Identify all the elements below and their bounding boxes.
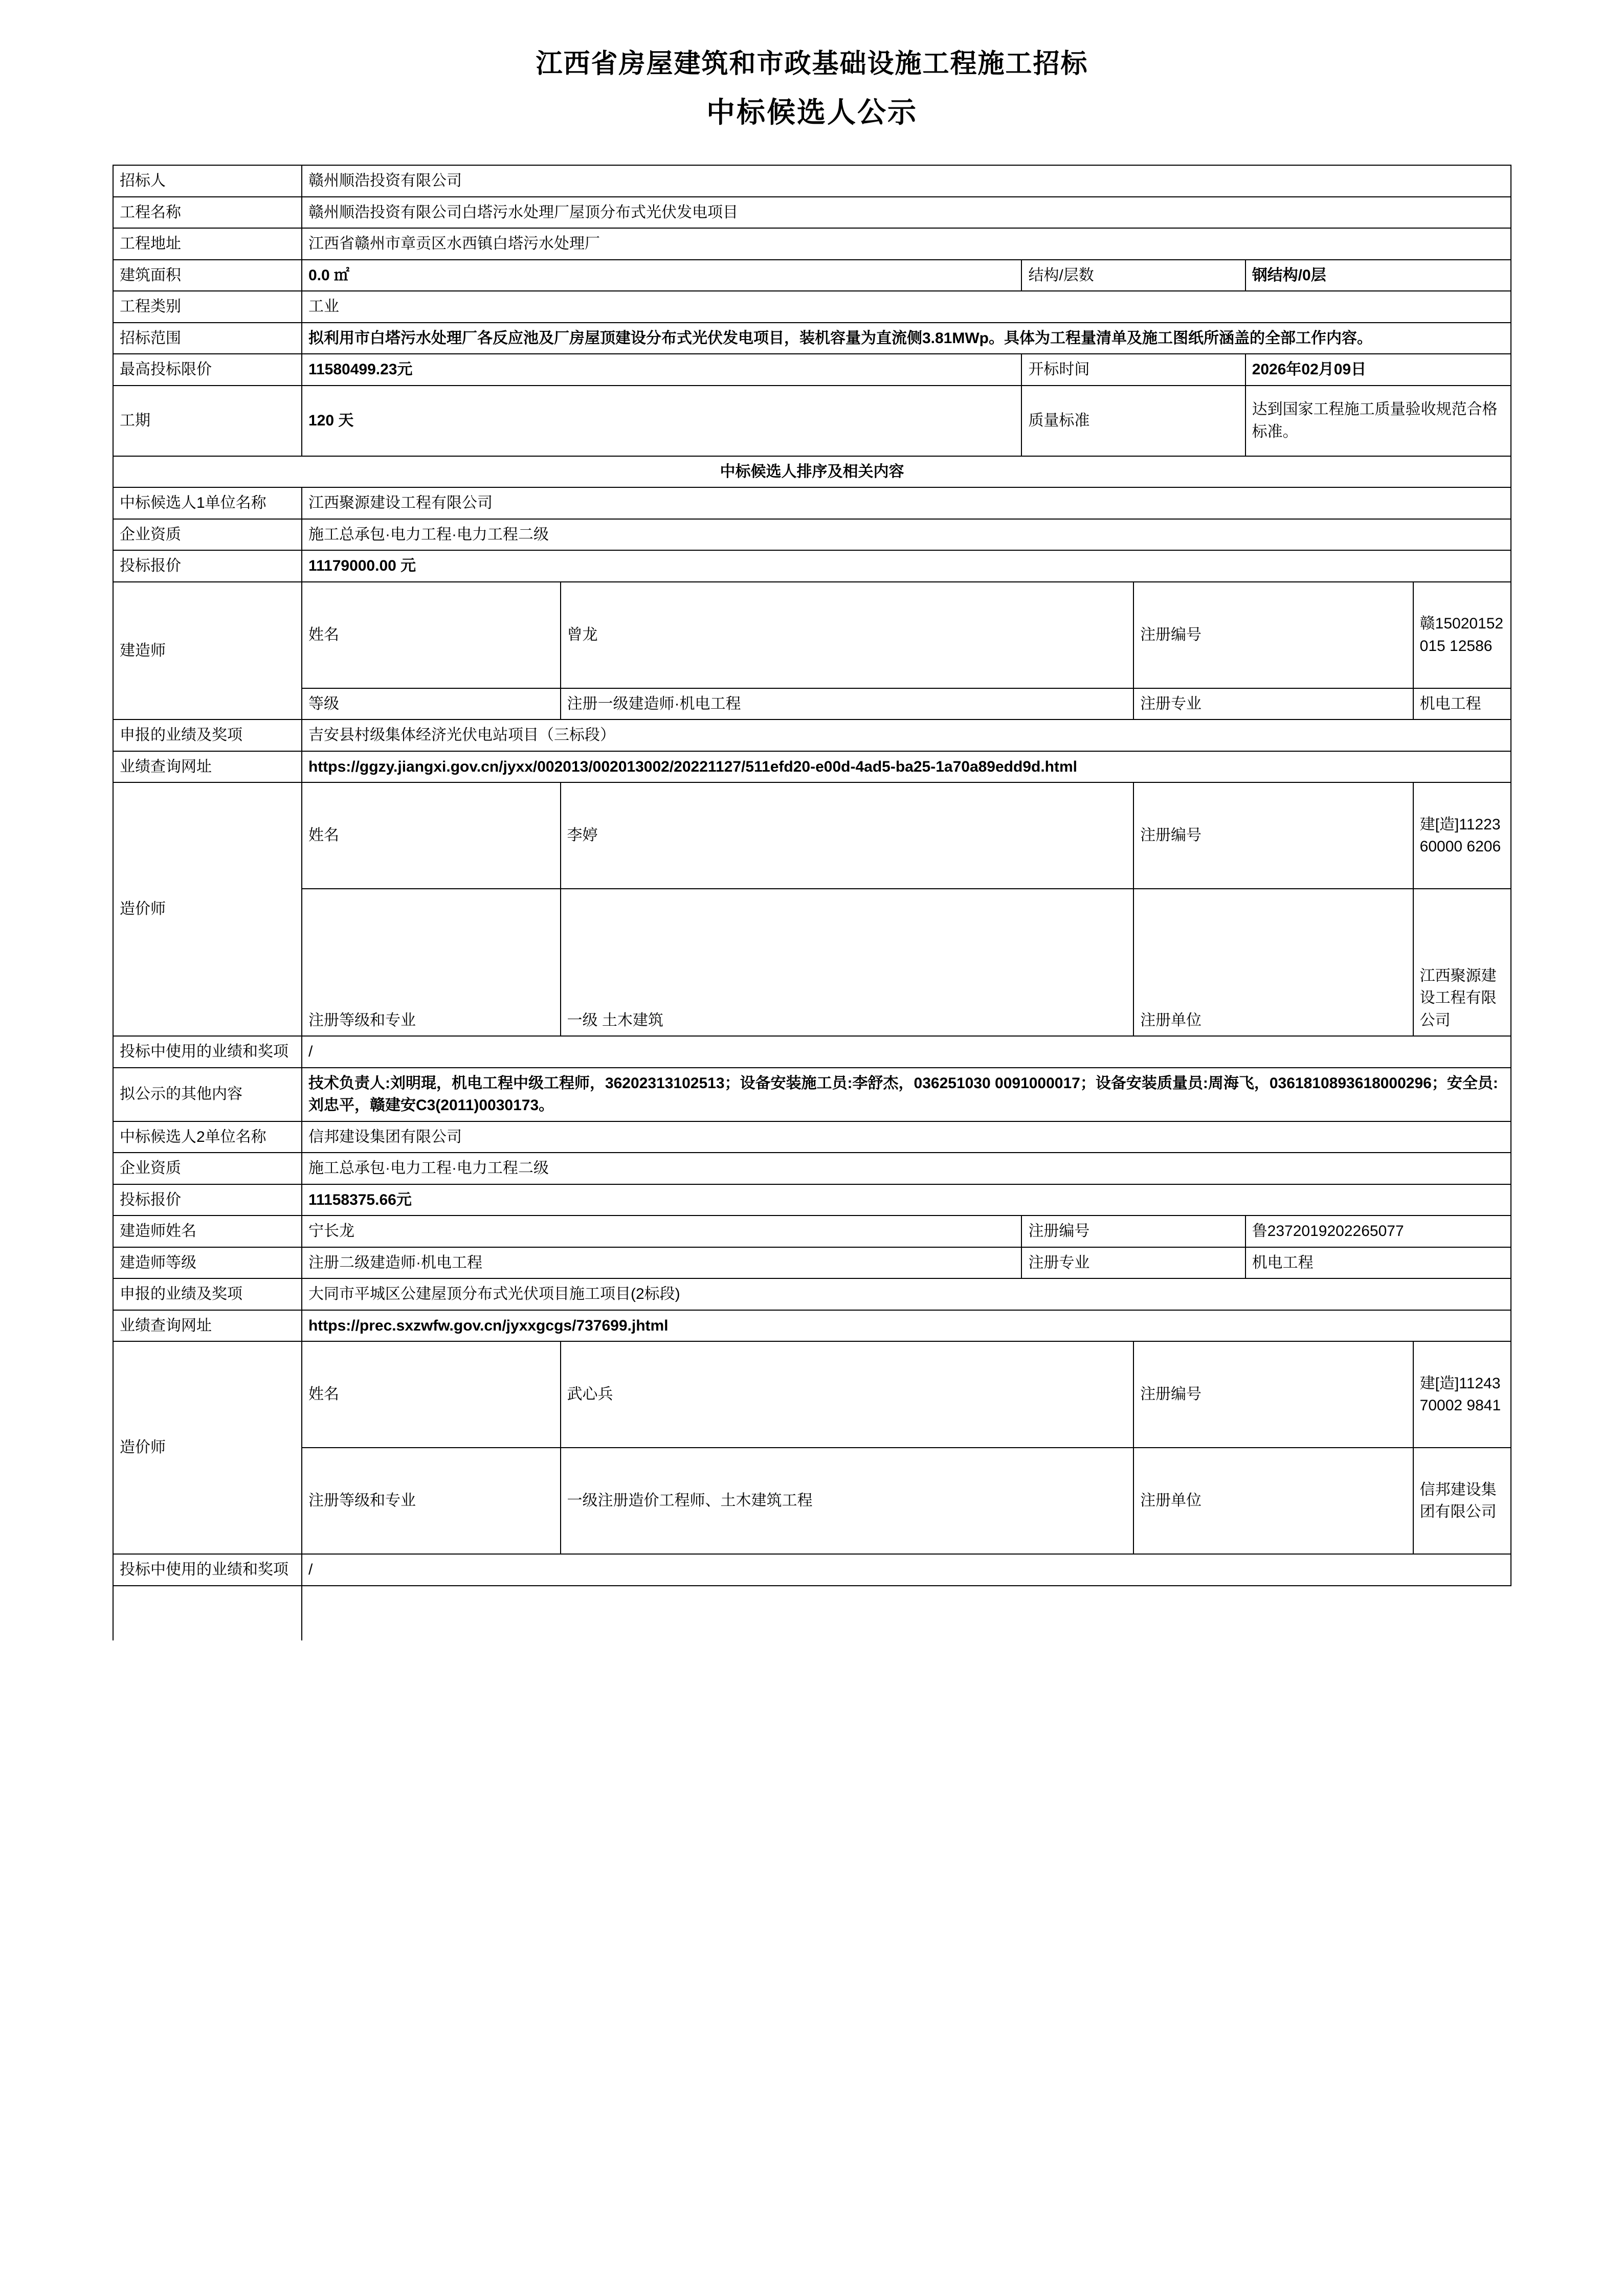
- document-title-line1: 江西省房屋建筑和市政基础设施工程施工招标: [536, 48, 1088, 79]
- table-row-scope: [113, 323, 1511, 354]
- candidate1-other-label: 拟公示的其他内容: [113, 1068, 302, 1121]
- candidate2-coster-regno-value: 建[造]1124370002 9841: [1413, 1341, 1511, 1448]
- max-price-value: 11580499.23元: [302, 354, 1021, 386]
- candidate1-builder-regno-value: 赣15020152015 12586: [1413, 582, 1511, 688]
- candidate1-coster-regno-label: 注册编号: [1133, 782, 1413, 889]
- candidate2-coster-unit-value: 信邦建设集团有限公司: [1413, 1448, 1511, 1554]
- candidate1-builder-major-label: 注册专业: [1133, 688, 1413, 720]
- candidate1-builder-major-value: 机电工程: [1413, 688, 1511, 720]
- table-row-candidate2-query-url: [113, 1310, 1511, 1342]
- candidate1-builder-grade-value: 注册一级建造师·机电工程: [561, 688, 1134, 720]
- document-header: [113, 46, 1511, 134]
- duration-value: 120 天: [302, 386, 1021, 456]
- table-row-area: [113, 260, 1511, 291]
- candidate2-qualification-value: 施工总承包·电力工程·电力工程二级: [302, 1153, 1511, 1184]
- candidate1-coster-name-value: 李婷: [561, 782, 1134, 889]
- table-row-project-address: [113, 228, 1511, 260]
- candidate2-builder-regno-label: 注册编号: [1021, 1215, 1245, 1247]
- max-price-label: 最高投标限价: [113, 354, 302, 386]
- table-row-candidate1-performance: [113, 719, 1511, 751]
- candidate1-performance-value: 吉安县村级集体经济光伏电站项目（三标段）: [302, 719, 1511, 751]
- candidate2-builder-major-value: 机电工程: [1245, 1247, 1511, 1279]
- candidate2-builder-grade-label: 建造师等级: [113, 1247, 302, 1279]
- candidate2-coster-label: 造价师: [113, 1341, 302, 1554]
- candidate1-coster-grade-label: 注册等级和专业: [302, 889, 561, 1036]
- table-row-candidate2-coster-grade: [113, 1448, 1511, 1554]
- project-name-label: 工程名称: [113, 197, 302, 229]
- tenderer-label: 招标人: [113, 165, 302, 197]
- candidate1-unit-label: 中标候选人1单位名称: [113, 487, 302, 519]
- table-row-candidate2-builder-grade: [113, 1247, 1511, 1279]
- project-name-value: 赣州顺浩投资有限公司白塔污水处理厂屋顶分布式光伏发电项目: [302, 197, 1511, 229]
- candidate2-coster-grade-label: 注册等级和专业: [302, 1448, 561, 1554]
- candidate2-query-url-label: 业绩查询网址: [113, 1310, 302, 1342]
- document-title-line2: 中标候选人公示: [706, 96, 918, 130]
- announcement-table: [113, 165, 1511, 1640]
- candidate1-builder-label: 建造师: [113, 582, 302, 720]
- candidate1-builder-name-value: 曾龙: [561, 582, 1134, 688]
- candidate1-coster-unit-label: 注册单位: [1133, 889, 1413, 1036]
- table-row-max-price: [113, 354, 1511, 386]
- table-row-candidate2-unit: [113, 1121, 1511, 1153]
- category-value: 工业: [302, 291, 1511, 323]
- table-row-candidate1-builder-grade: [113, 688, 1511, 720]
- candidate2-coster-unit-label: 注册单位: [1133, 1448, 1413, 1554]
- candidate1-used-performance-label: 投标中使用的业绩和奖项: [113, 1036, 302, 1068]
- table-row-candidate2-qualification: [113, 1153, 1511, 1184]
- candidate2-used-performance-value: /: [302, 1554, 1511, 1586]
- candidate2-bid-price-label: 投标报价: [113, 1184, 302, 1216]
- candidate2-builder-grade-value: 注册二级建造师·机电工程: [302, 1247, 1021, 1279]
- candidate2-bid-price-value: 11158375.66元: [302, 1184, 1511, 1216]
- section-title: 中标候选人排序及相关内容: [113, 456, 1511, 488]
- table-row-section-title: [113, 456, 1511, 488]
- candidate1-coster-label: 造价师: [113, 782, 302, 1036]
- structure-value: 钢结构/0层: [1245, 260, 1511, 291]
- candidate2-qualification-label: 企业资质: [113, 1153, 302, 1184]
- candidate2-coster-name-value: 武心兵: [561, 1341, 1134, 1448]
- candidate1-other-value: 技术负责人:刘明琨，机电工程中级工程师，36202313102513；设备安装施工员:李舒杰，036251030 0091000017；设备安装质量员:周海飞，0361810893618000296；安全员:刘忠平，赣建安C3(2011)0030173。: [302, 1068, 1511, 1121]
- table-row-candidate1-builder-name: [113, 582, 1511, 688]
- table-row-candidate2-bid-price: [113, 1184, 1511, 1216]
- candidate1-coster-unit-value: 江西聚源建设工程有限公司: [1413, 889, 1511, 1036]
- candidate2-query-url-value[interactable]: https://prec.sxzwfw.gov.cn/jyxxgcgs/737699.jhtml: [302, 1310, 1511, 1342]
- table-row-category: [113, 291, 1511, 323]
- duration-label: 工期: [113, 386, 302, 456]
- table-row-candidate1-used-performance: [113, 1036, 1511, 1068]
- project-address-label: 工程地址: [113, 228, 302, 260]
- table-row-candidate1-qualification: [113, 519, 1511, 551]
- candidate2-unit-label: 中标候选人2单位名称: [113, 1121, 302, 1153]
- candidate2-coster-name-label: 姓名: [302, 1341, 561, 1448]
- candidate1-qualification-label: 企业资质: [113, 519, 302, 551]
- area-value: 0.0 ㎡: [302, 260, 1021, 291]
- project-address-value: 江西省赣州市章贡区水西镇白塔污水处理厂: [302, 228, 1511, 260]
- candidate2-performance-label: 申报的业绩及奖项: [113, 1278, 302, 1310]
- table-row-candidate2-used-performance: [113, 1554, 1511, 1586]
- candidate2-coster-regno-label: 注册编号: [1133, 1341, 1413, 1448]
- trailing-blank-label: [113, 1586, 302, 1640]
- table-row-candidate2-builder-name: [113, 1215, 1511, 1247]
- candidate1-query-url-label: 业绩查询网址: [113, 751, 302, 783]
- table-row-candidate1-unit: [113, 487, 1511, 519]
- candidate1-coster-name-label: 姓名: [302, 782, 561, 889]
- candidate2-builder-name-label: 建造师姓名: [113, 1215, 302, 1247]
- candidate2-builder-name-value: 宁长龙: [302, 1215, 1021, 1247]
- quality-label: 质量标准: [1021, 386, 1245, 456]
- candidate1-bid-price-value: 11179000.00 元: [302, 550, 1511, 582]
- table-row-candidate1-bid-price: [113, 550, 1511, 582]
- table-row-duration: [113, 386, 1511, 456]
- table-row-project-name: [113, 197, 1511, 229]
- table-row-candidate1-other: [113, 1068, 1511, 1121]
- candidate2-used-performance-label: 投标中使用的业绩和奖项: [113, 1554, 302, 1586]
- candidate1-qualification-value: 施工总承包·电力工程·电力工程二级: [302, 519, 1511, 551]
- candidate1-unit-value: 江西聚源建设工程有限公司: [302, 487, 1511, 519]
- scope-label: 招标范围: [113, 323, 302, 354]
- table-row-tenderer: [113, 165, 1511, 197]
- candidate2-builder-major-label: 注册专业: [1021, 1247, 1245, 1279]
- table-row-candidate2-coster-name: [113, 1341, 1511, 1448]
- structure-label: 结构/层数: [1021, 260, 1245, 291]
- candidate1-used-performance-value: /: [302, 1036, 1511, 1068]
- trailing-blank-value: [302, 1586, 1511, 1640]
- candidate2-builder-regno-value: 鲁2372019202265077: [1245, 1215, 1511, 1247]
- open-time-label: 开标时间: [1021, 354, 1245, 386]
- candidate1-builder-grade-label: 等级: [302, 688, 561, 720]
- quality-value: 达到国家工程施工质量验收规范合格标准。: [1245, 386, 1511, 456]
- table-row-candidate1-query-url: [113, 751, 1511, 783]
- candidate2-performance-value: 大同市平城区公建屋顶分布式光伏项目施工项目(2标段): [302, 1278, 1511, 1310]
- category-label: 工程类别: [113, 291, 302, 323]
- table-row-candidate1-coster-name: [113, 782, 1511, 889]
- candidate1-bid-price-label: 投标报价: [113, 550, 302, 582]
- open-time-value: 2026年02月09日: [1245, 354, 1511, 386]
- candidate2-unit-value: 信邦建设集团有限公司: [302, 1121, 1511, 1153]
- candidate2-coster-grade-value: 一级注册造价工程师、土木建筑工程: [561, 1448, 1134, 1554]
- table-row-candidate2-performance: [113, 1278, 1511, 1310]
- table-row-candidate1-coster-grade: [113, 889, 1511, 1036]
- candidate1-performance-label: 申报的业绩及奖项: [113, 719, 302, 751]
- candidate1-builder-name-label: 姓名: [302, 582, 561, 688]
- candidate1-coster-regno-value: 建[造]1122360000 6206: [1413, 782, 1511, 889]
- candidate1-builder-regno-label: 注册编号: [1133, 582, 1413, 688]
- candidate1-query-url-value[interactable]: https://ggzy.jiangxi.gov.cn/jyxx/002013/002013002/20221127/511efd20-e00d-4ad5-ba25-1a70a89edd9d.html: [302, 751, 1511, 783]
- candidate1-coster-grade-value: 一级 土木建筑: [561, 889, 1134, 1036]
- table-row-trailing-blank: [113, 1586, 1511, 1640]
- area-label: 建筑面积: [113, 260, 302, 291]
- tenderer-value: 赣州顺浩投资有限公司: [302, 165, 1511, 197]
- scope-value: 拟利用市白塔污水处理厂各反应池及厂房屋顶建设分布式光伏发电项目，装机容量为直流侧3.81MWp。具体为工程量清单及施工图纸所涵盖的全部工作内容。: [302, 323, 1511, 354]
